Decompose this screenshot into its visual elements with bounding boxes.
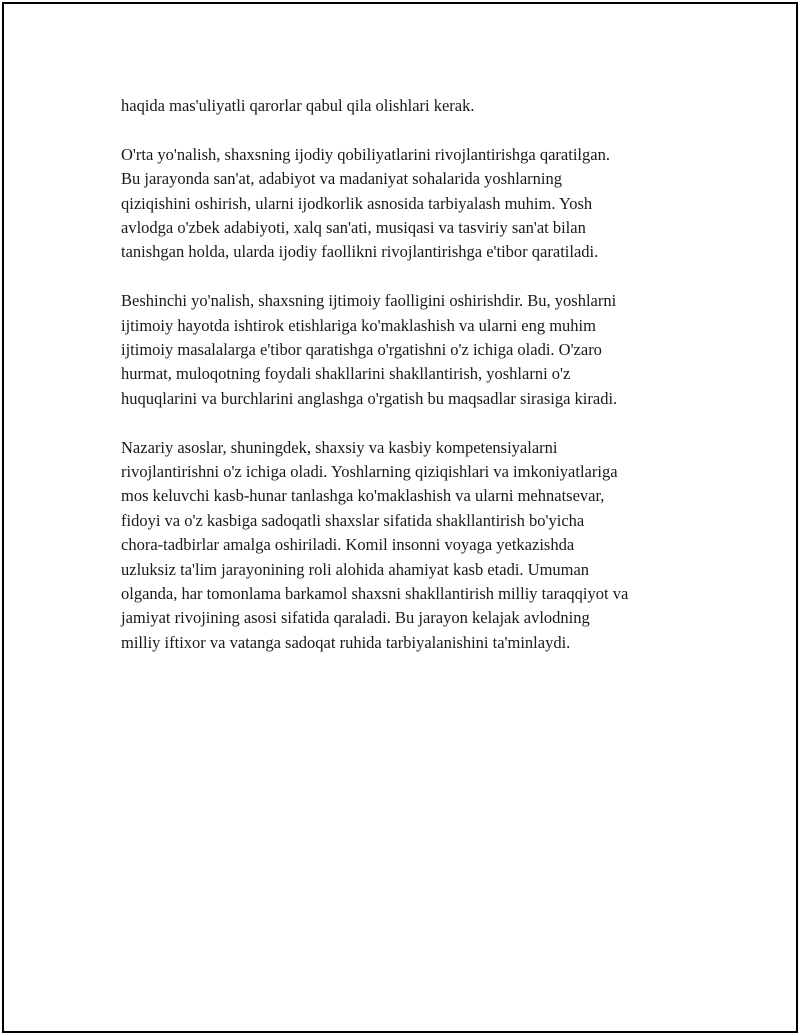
text-line: O'rta yo'nalish, shaxsning ijodiy qobiliyatlarini rivojlantirishga qaratilgan. [121, 144, 610, 164]
text-line: ijtimoiy hayotda ishtirok etishlariga ko'maklashish va ularni eng muhim [121, 315, 596, 335]
paragraph [121, 289, 721, 411]
text-line: hurmat, muloqotning foydali shakllarini shakllantirish, yoshlarni o'z [121, 364, 571, 384]
paragraph [121, 436, 721, 656]
document-body [121, 94, 721, 680]
text-line: rivojlantirishni o'z ichiga oladi. Yoshlarning qiziqishlari va imkoniyatlariga [121, 462, 618, 482]
text-line: avlodga o'zbek adabiyoti, xalq san'ati, musiqasi va tasviriy san'at bilan [121, 218, 586, 238]
text-line: ijtimoiy masalalarga e'tibor qaratishga o'rgatishni o'z ichiga oladi. O'zaro [121, 340, 602, 360]
text-line: qiziqishini oshirish, ularni ijodkorlik asnosida tarbiyalash muhim. Yosh [121, 193, 593, 213]
paragraph [121, 143, 721, 265]
text-line: huquqlarini va burchlarini anglashga o'rgatish bu maqsadlar sirasiga kiradi. [121, 388, 618, 408]
text-line: haqida mas'uliyatli qarorlar qabul qila olishlari kerak. [121, 96, 475, 115]
text-line: chora-tadbirlar amalga oshiriladi. Komil insonni voyaga yetkazishda [121, 535, 575, 555]
text-line: fidoyi va o'z kasbiga sadoqatli shaxslar sifatida shakllantirish bo'yicha [121, 510, 585, 530]
text-line: Beshinchi yo'nalish, shaxsning ijtimoiy faolligini oshirishdir. Bu, yoshlarni [121, 291, 617, 311]
paragraph [121, 94, 721, 118]
text-line: tanishgan holda, ularda ijodiy faollikni rivojlantirishga e'tibor qaratiladi. [121, 242, 599, 262]
text-line: uzluksiz ta'lim jarayonining roli alohida ahamiyat kasb etadi. Umuman [121, 559, 590, 579]
text-line: Nazariy asoslar, shuningdek, shaxsiy va kasbiy kompetensiyalarni [121, 437, 558, 457]
text-line: Bu jarayonda san'at, adabiyot va madaniyat sohalarida yoshlarning [121, 169, 563, 189]
text-line: jamiyat rivojining asosi sifatida qaraladi. Bu jarayon kelajak avlodning [121, 608, 590, 628]
text-line: milliy iftixor va vatanga sadoqat ruhida tarbiyalanishini ta'minlaydi. [121, 632, 571, 652]
page [2, 2, 798, 1033]
text-line: olganda, har tomonlama barkamol shaxsni shakllantirish milliy taraqqiyot va [121, 584, 629, 604]
text-line: mos keluvchi kasb-hunar tanlashga ko'maklashish va ularni mehnatsevar, [121, 486, 605, 506]
